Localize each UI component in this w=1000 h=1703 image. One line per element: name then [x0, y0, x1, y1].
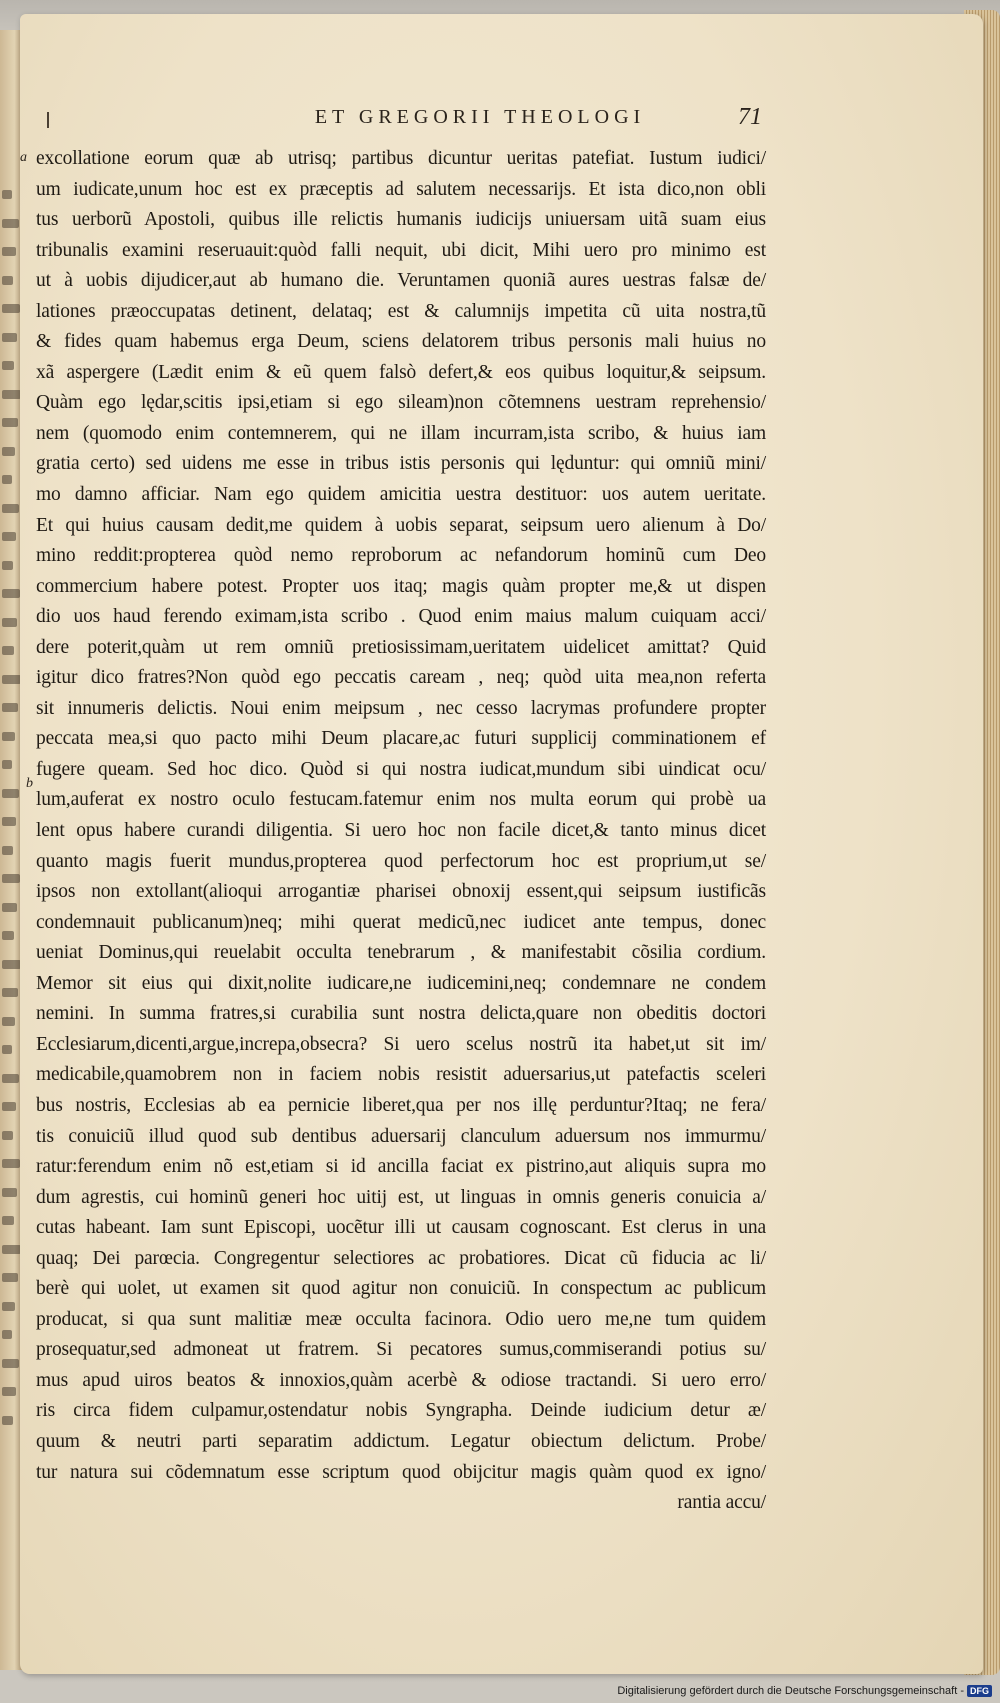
margin-fragment — [2, 1045, 12, 1054]
margin-fragment — [2, 1387, 16, 1396]
book-page — [20, 14, 983, 1674]
margin-fragment — [2, 846, 13, 855]
margin-fragment — [2, 732, 15, 741]
text-line: tur natura sui cõdemnatum esse scriptum quod obijcitur magis quàm quod ex igno/ — [36, 1461, 766, 1483]
text-line: gratia certo) sed uidens me esse in tribus istis personis qui lęduntur: qui omniũ mini/ — [36, 453, 766, 475]
text-line: tus uerborũ Apostoli, quibus ille relictis humanis iudicijs uniuersam uitã suam eius — [36, 209, 766, 231]
margin-fragment — [2, 675, 21, 684]
running-head: ET GREGORII THEOLOGI — [314, 106, 646, 128]
margin-fragment — [2, 760, 12, 769]
margin-fragment — [2, 276, 13, 285]
margin-fragment — [2, 1159, 20, 1168]
margin-fragment — [2, 646, 14, 655]
margin-fragment — [2, 1017, 15, 1026]
text-line: excollatione eorum quæ ab utrisq; partibus dicuntur ueritas patefiat. Iustum iudici/ — [36, 148, 766, 169]
margin-fragment — [2, 1074, 19, 1083]
text-line: um iudicate,unum hoc est ex præceptis ad salutem necessarijs. Et ista dico,non obli — [36, 178, 766, 200]
margin-fragment — [2, 561, 13, 570]
text-line: medicabile,quamobrem non in faciem nobis resistit aduersarius,ut patefactis sceleri — [36, 1064, 766, 1086]
text-line: ueniat Dominus,qui reuelabit occulta tenebrarum , & manifestabit cõsilia cordium. — [36, 942, 766, 964]
page-number: 71 — [738, 104, 762, 130]
text-line: tribunalis examini reseruauit:quòd falli nequit, ubi dicit, Mihi uero pro minimo est — [36, 239, 766, 261]
text-line: xã aspergere (Lædit enim & eũ quem falsò defert,& eos quibus loquitur,& seipsum. — [36, 361, 766, 383]
text-line: quanto magis fuerit mundus,propterea quod perfectorum hoc est proprium,ut se/ — [36, 850, 766, 872]
margin-fragment — [2, 190, 12, 199]
margin-fragment — [2, 333, 17, 342]
text-line: dere poterit,quàm ut rem omniũ pretiosissimam,ueritatem uidelicet amittat? Quid — [36, 636, 766, 658]
margin-fragment — [2, 418, 18, 427]
text-line: quum & neutri parti separatim addictum. Legatur obiectum delictum. Probe/ — [36, 1430, 766, 1452]
text-line: Ecclesiarum,dicenti,argue,increpa,obsecra? Si uero scelus nostrũ ita habet,ut sit im/ — [36, 1033, 766, 1055]
margin-fragment — [2, 475, 12, 484]
credit-text: Digitalisierung gefördert durch die Deutsche Forschungsgemeinschaft - — [617, 1685, 964, 1697]
margin-fragment — [2, 361, 14, 370]
text-line: tis conuiciũ illud quod sub dentibus aduersarij clanculum aduersum nos immurmu/ — [36, 1125, 766, 1147]
text-line: berè qui uolet, ut examen sit quod agitur non conuiciũ. In conspectum ac publicum — [36, 1278, 766, 1300]
text-line: quaq; Dei parœcia. Congregentur selectiores ac probatiores. Dicat cũ fiducia ac li/ — [36, 1247, 766, 1269]
margin-fragment — [2, 589, 20, 598]
margin-fragment — [2, 1102, 16, 1111]
text-line: lum,auferat ex nostro oculo festucam.fatemur enim nos multa eorum qui probè ua — [36, 789, 766, 811]
margin-mark-a: a — [20, 150, 27, 165]
text-line: sit innumeris delictis. Noui enim meipsum , nec cesso lacrymas profundere propter — [36, 697, 766, 719]
text-line: & fides quam habemus erga Deum, sciens delatorem tribus personis mali huius no — [36, 331, 766, 353]
body-text — [36, 144, 766, 1519]
digitization-credit — [617, 1685, 992, 1697]
text-line: ris circa fidem culpamur,ostendatur nobis Syngrapha. Deinde iudicium detur æ/ — [36, 1400, 766, 1422]
margin-fragment — [2, 1245, 21, 1254]
text-line: producat, si qua sunt malitiæ meæ occulta facinora. Odio uero me,ne tum quidem — [36, 1308, 766, 1330]
text-line: lationes præoccupatas detinent, delataq; est & calumnijs impetita cũ uita nostra,tũ — [36, 300, 766, 322]
margin-fragment — [2, 817, 16, 826]
margin-fragment — [2, 789, 19, 798]
margin-fragment — [2, 1188, 17, 1197]
text-line: mus apud uiros beatos & innoxios,quàm acerbè & odiose tractandi. Si uero erro/ — [36, 1369, 766, 1391]
margin-fragment — [2, 1302, 15, 1311]
margin-fragment — [2, 447, 15, 456]
text-line: Et qui huius causam dedit,me quidem à uobis separat, seipsum uero alienum à Do/ — [36, 514, 766, 536]
margin-fragment — [2, 960, 21, 969]
text-line: ut à uobis dijudicer,aut ab humano die. Veruntamen quoniã aures uestras falsæ de/ — [36, 270, 766, 292]
margin-fragment — [2, 903, 17, 912]
text-line: peccata mea,si quo pacto mihi Deum placare,ac futuri supplicij comminationem ef — [36, 728, 766, 750]
margin-mark-b: b — [26, 776, 33, 791]
margin-fragment — [2, 1131, 13, 1140]
text-line: fugere queam. Sed hoc dico. Quòd si qui nostra iudicat,mundum sibi uindicat ocu/ — [36, 758, 766, 780]
margin-fragment — [2, 390, 21, 399]
text-line: commercium habere potest. Propter uos itaq; magis quàm propter me,& ut dispen — [36, 575, 766, 597]
margin-fragment — [2, 988, 18, 997]
text-line: cutas habeant. Iam sunt Episcopi, uocẽtur illi ut causam cognoscant. Est clerus in una — [36, 1217, 766, 1239]
margin-fragment — [2, 1273, 18, 1282]
text-line: rantia accu/ — [677, 1492, 766, 1514]
text-line: Quàm ego lędar,scitis ipsi,etiam si ego sileam)non cõtemnens uestram reprehensio/ — [36, 392, 766, 414]
header-rule-mark — [47, 112, 49, 128]
margin-fragment — [2, 931, 14, 940]
text-line: dum agrestis, cui hominũ generi hoc uitij est, ut linguas in omnis generis conuicia a/ — [36, 1186, 766, 1208]
margin-fragment — [2, 1330, 12, 1339]
margin-fragment — [2, 219, 19, 228]
text-line: lent opus habere curandi diligentia. Si uero hoc non facile dicet,& tanto minus dicet — [36, 820, 766, 842]
margin-fragment — [2, 304, 20, 313]
margin-fragment — [2, 504, 19, 513]
text-line: condemnauit publicanum)neq; mihi querat medicũ,nec iudicet ante tempus, donec — [36, 911, 766, 933]
dfg-logo: DFG — [967, 1685, 992, 1697]
text-line: nem (quomodo enim contemnerem, qui ne illam incurram,ista scribo, & huius iam — [36, 422, 766, 444]
text-line: ipsos non extollant(alioqui arrogantiæ pharisei obnoxij essent,qui seipsum iustificãs — [36, 881, 766, 903]
margin-fragment — [2, 618, 17, 627]
margin-fragment — [2, 247, 16, 256]
margin-fragment — [2, 1359, 19, 1368]
text-line: Memor sit eius qui dixit,nolite iudicare,ne iudicemini,neq; condemnare ne condem — [36, 972, 766, 994]
text-line: dio uos haud ferendo eximam,ista scribo . Quod enim maius malum cuiquam acci/ — [36, 606, 766, 628]
text-line: mino reddit:propterea quòd nemo reproborum ac nefandorum hominũ cum Deo — [36, 545, 766, 567]
text-line: nemini. In summa fratres,si curabilia sunt nostra delicta,quare non obeditis doctori — [36, 1003, 766, 1025]
margin-fragment — [2, 703, 18, 712]
text-line: ratur:ferendum enim nõ est,etiam si id ancilla faciat ex pistrino,aut aliquis supra mo — [36, 1156, 766, 1178]
text-line: mo damno afficiar. Nam ego quidem amicitia uestra destituor: uos autem ueritate. — [36, 484, 766, 506]
margin-fragment — [2, 1416, 13, 1425]
margin-fragment — [2, 532, 16, 541]
text-line: igitur dico fratres?Non quòd ego peccatis caream , neq; quòd uita mea,non referta — [36, 667, 766, 689]
margin-fragment — [2, 1216, 14, 1225]
text-line: prosequatur,sed admoneat ut fratrem. Si pecatores sumus,commiserandi potius su/ — [36, 1339, 766, 1361]
text-line: bus nostris, Ecclesias ab ea pernicie liberet,qua per nos illę perduntur?Itaq; ne fera/ — [36, 1094, 766, 1116]
margin-fragment — [2, 874, 20, 883]
